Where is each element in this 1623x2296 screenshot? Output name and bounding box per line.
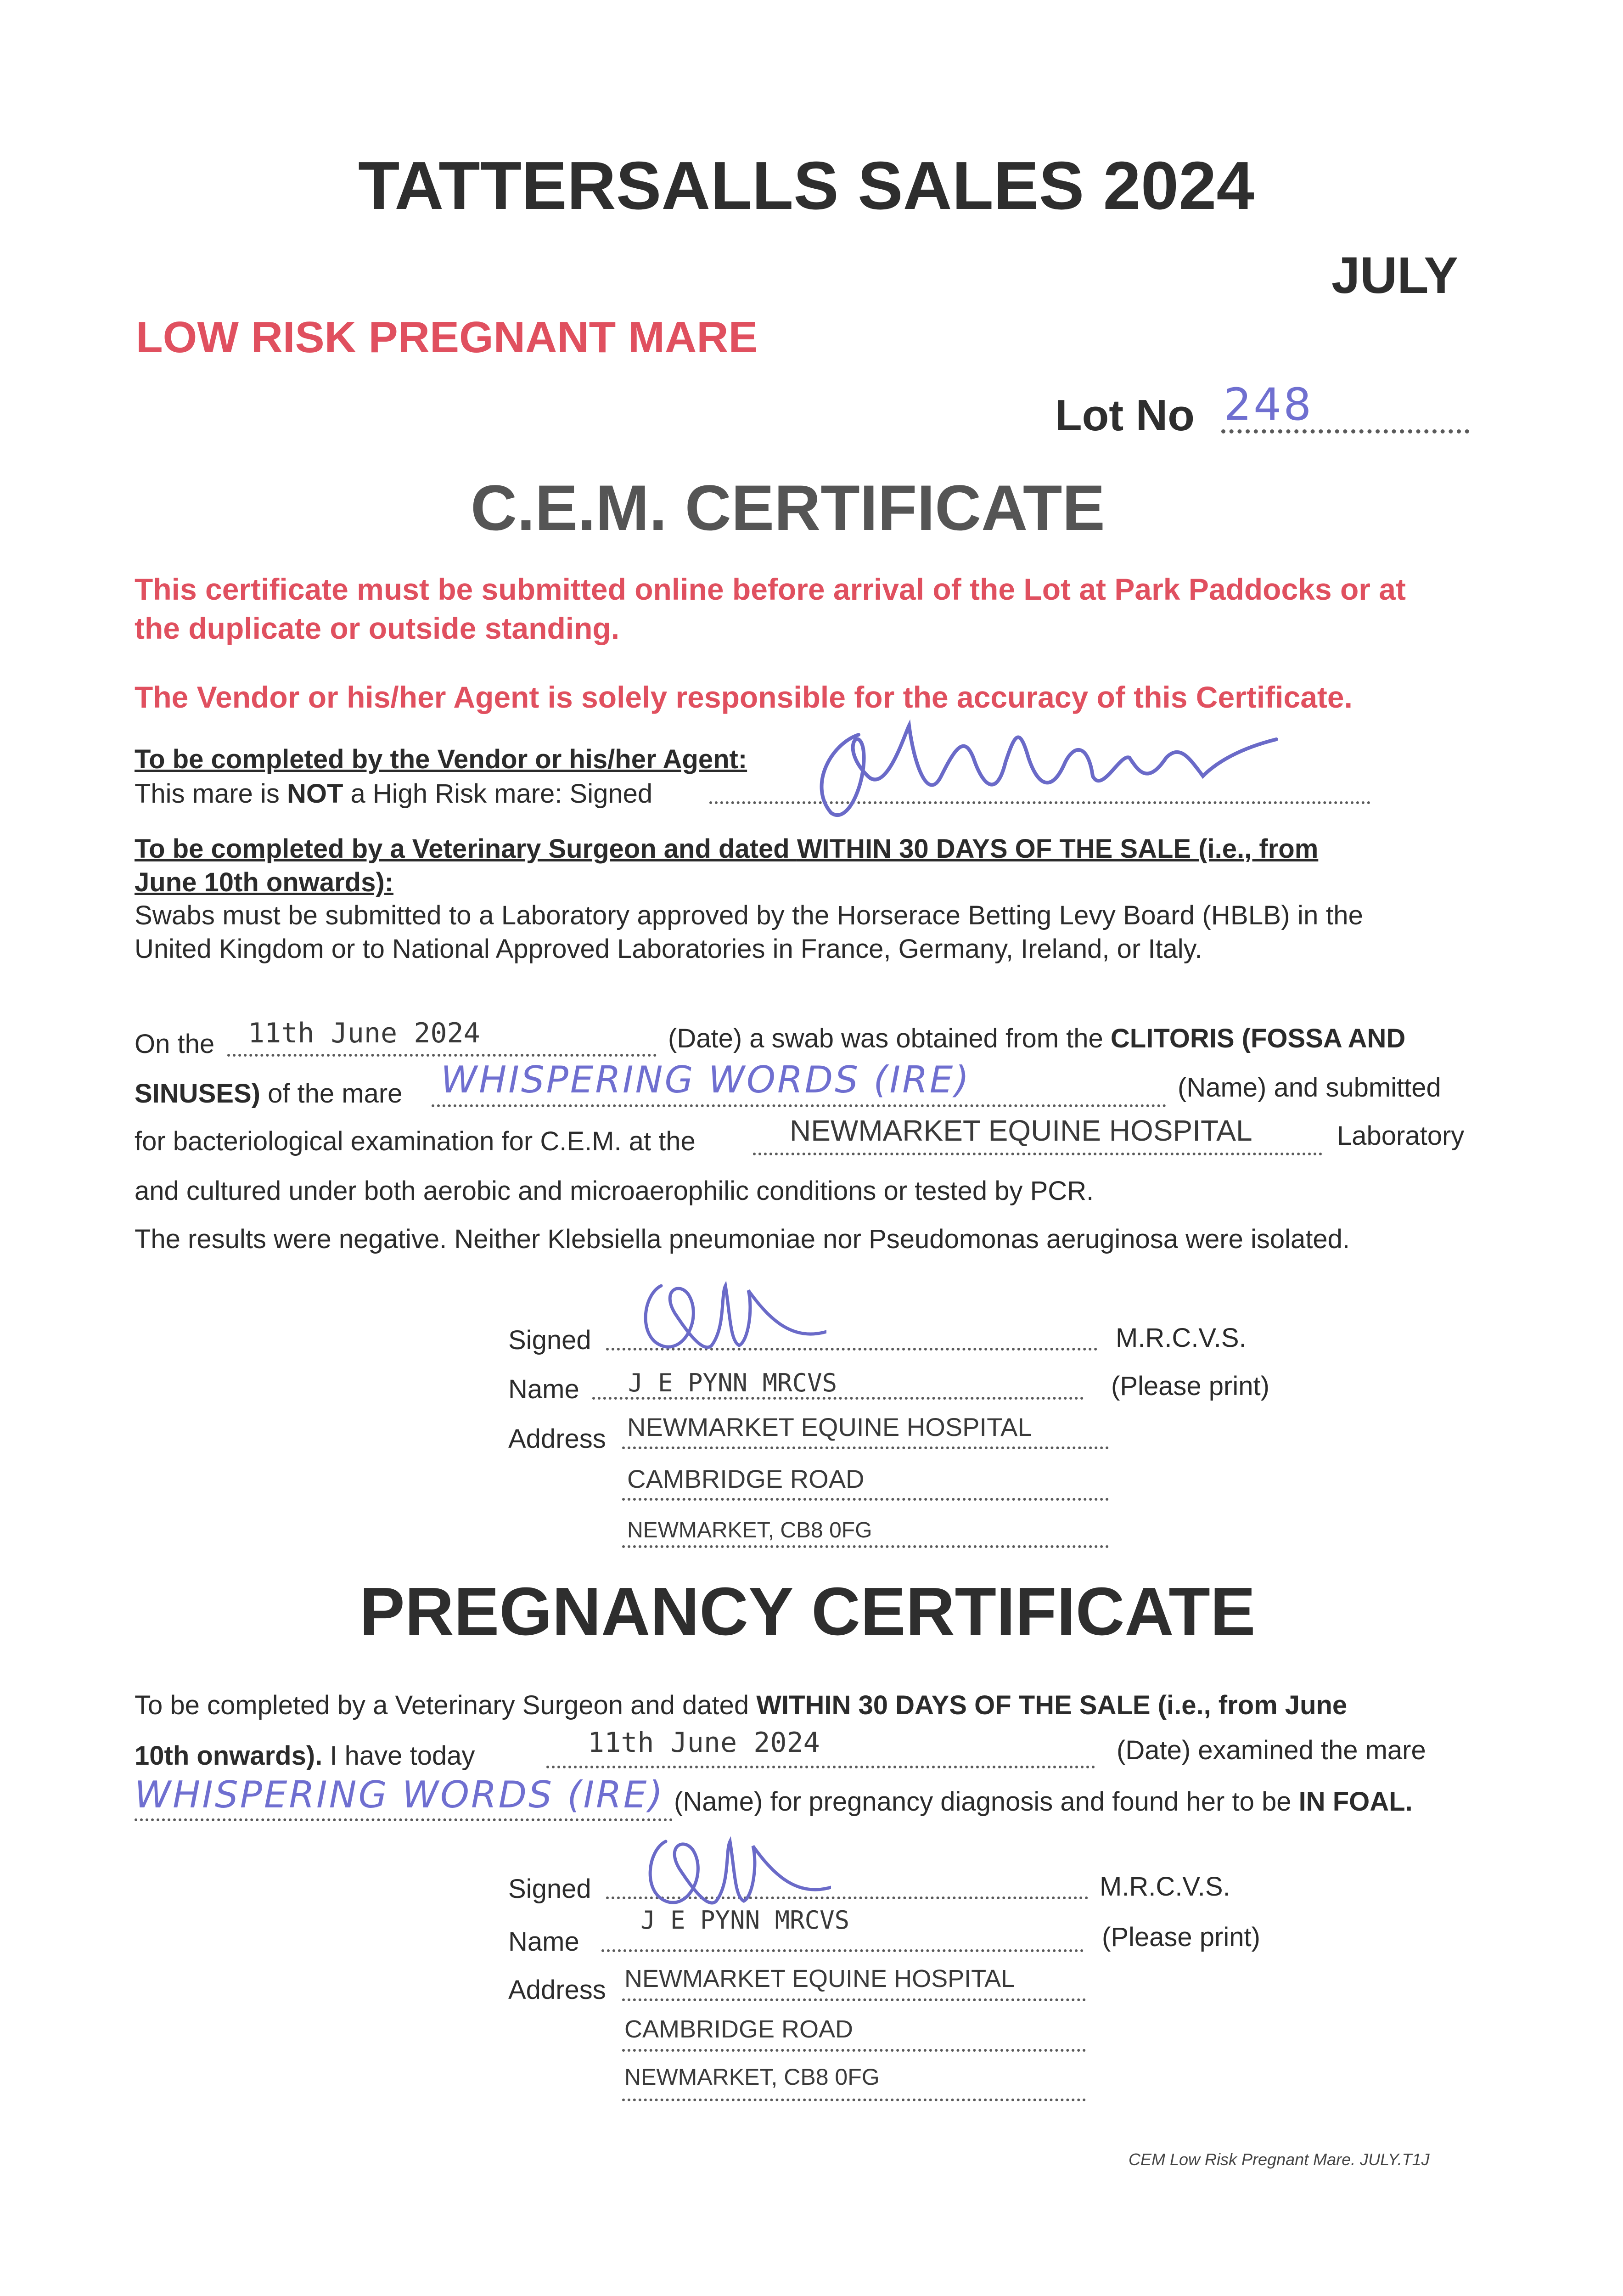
swab-requirement-line-1: Swabs must be submitted to a Laboratory approved by the Horserace Betting Levy Board (HBLB) in the (135, 900, 1364, 930)
submission-notice-line-1: This certificate must be submitted online before arrival of the Lot at Park Paddocks or at (135, 572, 1406, 606)
swab-requirement-line-2: United Kingdom or to National Approved Laboratories in France, Germany, Ireland, or Italy. (135, 934, 1202, 964)
lot-number-value: 248 (1224, 379, 1314, 430)
form-reference-footer: CEM Low Risk Pregnant Mare. JULY.T1J (1129, 2150, 1430, 2169)
vet-section-heading-line-2: June 10th onwards): (135, 867, 393, 897)
negative-results-text: The results were negative. Neither Klebsiella pneumoniae nor Pseudomonas aeruginosa were isolated. (135, 1224, 1350, 1254)
pregnancy-vet-signature (638, 1823, 831, 1915)
high-risk-text-c: a High Risk mare: Signed (343, 779, 653, 809)
pregnancy-address-line-3: NEWMARKET, CB8 0FG (624, 2064, 880, 2090)
lot-number-label: Lot No (1055, 391, 1195, 440)
laboratory-text: Laboratory (1337, 1121, 1465, 1151)
swab-date-value: 11th June 2024 (248, 1017, 480, 1049)
pregnancy-name-label: Name (508, 1927, 579, 1957)
high-risk-not: NOT (286, 779, 343, 809)
pregnancy-signed-label: Signed (508, 1874, 591, 1904)
vendor-signature (790, 707, 1313, 827)
sinuses-mare-label (135, 1078, 402, 1109)
laboratory-name-value: NEWMARKET EQUINE HOSPITAL (790, 1114, 1252, 1147)
vendor-section-heading: To be completed by the Vendor or his/her Agent: (135, 744, 747, 774)
pregnancy-vet-name-line (601, 1949, 1084, 1952)
cem-please-print-label: (Please print) (1111, 1371, 1269, 1401)
pregnancy-instruction-line-2 (135, 1740, 475, 1771)
cem-address-line-2: CAMBRIDGE ROAD (627, 1464, 865, 1493)
pregnancy-instruction-text-b: WITHIN 30 DAYS OF THE SALE (i.e., from June (756, 1690, 1348, 1720)
swab-date-suffix (668, 1023, 1405, 1054)
pregnancy-date-value: 11th June 2024 (588, 1727, 820, 1759)
pregnancy-today-text: I have today (322, 1741, 475, 1771)
pregnancy-address-line-3-dots (622, 2099, 1086, 2101)
pregnancy-vet-name-value: J E PYNN MRCVS (640, 1906, 850, 1935)
vet-heading-text-a: To be completed by a Veterinary Surgeon and dated (135, 834, 797, 864)
pregnancy-instruction-text-a: To be completed by a Veterinary Surgeon and dated (135, 1690, 757, 1720)
cem-address-label: Address (508, 1424, 606, 1454)
risk-category-label: LOW RISK PREGNANT MARE (136, 313, 758, 362)
sale-month: JULY (1331, 247, 1459, 304)
pregnancy-certificate-heading: PREGNANCY CERTIFICATE (359, 1574, 1256, 1649)
submission-notice-line-2: the duplicate or outside standing. (135, 611, 620, 645)
cem-address-line-2-dots (622, 1498, 1109, 1501)
document-title: TATTERSALLS SALES 2024 (358, 148, 1254, 224)
cem-vet-signature (634, 1267, 826, 1359)
pregnancy-onwards-text: 10th onwards). (135, 1741, 323, 1771)
cem-address-line-3: NEWMARKET, CB8 0FG (627, 1518, 872, 1542)
high-risk-declaration (135, 778, 652, 809)
laboratory-name-line (753, 1153, 1322, 1155)
pregnancy-address-label: Address (508, 1975, 606, 2005)
cem-name-label: Name (508, 1374, 579, 1404)
pregnancy-diagnosis-text (674, 1786, 1413, 1817)
vet-heading-text-b: WITHIN 30 DAYS OF THE SALE (i.e., from (797, 834, 1319, 864)
cem-mare-name-value: WHISPERING WORDS (IRE) (441, 1058, 971, 1101)
swab-source-text: (Date) a swab was obtained from the (668, 1024, 1111, 1053)
responsibility-notice: The Vendor or his/her Agent is solely responsible for the accuracy of this Certificate. (135, 680, 1353, 714)
cem-address-line-1-dots (622, 1446, 1109, 1449)
high-risk-text-a: This mare is (135, 779, 287, 809)
swab-site: CLITORIS (FOSSA AND (1110, 1024, 1406, 1053)
name-and-submitted-text: (Name) and submitted (1178, 1073, 1441, 1103)
pregnancy-date-suffix: (Date) examined the mare (1117, 1735, 1426, 1765)
pregnancy-instruction-line-1 (135, 1690, 1347, 1721)
cem-vet-name-value: J E PYNN MRCVS (628, 1368, 837, 1397)
pregnancy-mare-name-value: WHISPERING WORDS (IRE) (135, 1773, 665, 1816)
cem-signed-label: Signed (508, 1325, 591, 1355)
pregnancy-please-print-label: (Please print) (1102, 1922, 1260, 1952)
pregnancy-diagnosis-text-a: (Name) for pregnancy diagnosis and found her to be (674, 1787, 1299, 1817)
cem-mrcvs-label: M.R.C.V.S. (1116, 1323, 1247, 1353)
pregnancy-address-line-2: CAMBRIDGE ROAD (624, 2015, 854, 2043)
cem-address-line-1: NEWMARKET EQUINE HOSPITAL (627, 1412, 1032, 1441)
pregnancy-mare-name-line (135, 1818, 673, 1821)
cem-address-line-3-dots (622, 1545, 1109, 1548)
cem-certificate-heading: C.E.M. CERTIFICATE (471, 472, 1105, 544)
pregnancy-date-line (546, 1766, 1095, 1768)
pregnancy-address-line-1-dots (622, 1998, 1086, 2001)
of-the-mare-text: of the mare (260, 1079, 403, 1109)
pregnancy-address-line-1: NEWMARKET EQUINE HOSPITAL (624, 1965, 1015, 1992)
swab-date-label: On the (135, 1029, 215, 1059)
pregnancy-mrcvs-label: M.R.C.V.S. (1100, 1872, 1230, 1902)
cultured-conditions-text: and cultured under both aerobic and microaerophilic conditions or tested by PCR. (135, 1176, 1094, 1206)
vet-section-heading-line-1 (135, 833, 1318, 864)
sinuses-text: SINUSES) (135, 1079, 260, 1109)
swab-date-line (227, 1054, 657, 1057)
pregnancy-address-line-2-dots (622, 2049, 1086, 2052)
cem-mare-name-line (432, 1104, 1166, 1107)
in-foal-text: IN FOAL. (1298, 1787, 1413, 1817)
bacteriological-exam-text: for bacteriological examination for C.E.M. at the (135, 1126, 696, 1156)
